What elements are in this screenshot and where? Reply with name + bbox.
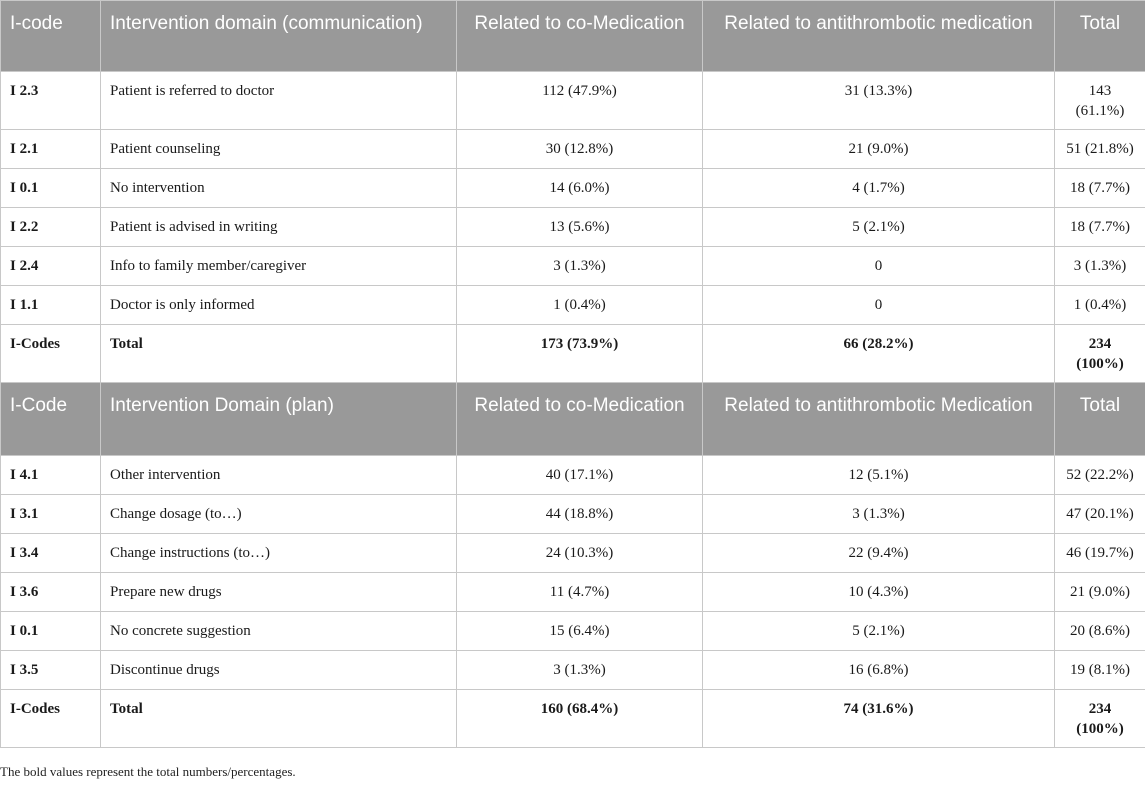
cell-domain: Discontinue drugs: [101, 651, 457, 690]
cell-code: I 0.1: [1, 612, 101, 651]
table-row: [1, 651, 1145, 690]
cell-antithrombotic: 22 (9.4%): [703, 534, 1055, 573]
table-row: [1, 169, 1145, 208]
cell-antithrombotic: 16 (6.8%): [703, 651, 1055, 690]
cell-total: 143 (61.1%): [1055, 72, 1145, 130]
cell-co-medication: 173 (73.9%): [457, 325, 703, 383]
cell-co-medication: 3 (1.3%): [457, 651, 703, 690]
cell-domain: Patient counseling: [101, 130, 457, 169]
cell-domain: No intervention: [101, 169, 457, 208]
table-row: [1, 534, 1145, 573]
table-row: [1, 456, 1145, 495]
header-icode: I-code: [1, 1, 101, 72]
cell-total: 46 (19.7%): [1055, 534, 1145, 573]
cell-domain: Patient is advised in writing: [101, 208, 457, 247]
header-total: Total: [1055, 1, 1145, 72]
table-row: [1, 286, 1145, 325]
cell-total: 3 (1.3%): [1055, 247, 1145, 286]
cell-co-medication: 3 (1.3%): [457, 247, 703, 286]
cell-antithrombotic: 21 (9.0%): [703, 130, 1055, 169]
cell-code: I 2.3: [1, 72, 101, 130]
total-row: [1, 325, 1145, 383]
header-row-plan: [1, 383, 1145, 456]
cell-co-medication: 13 (5.6%): [457, 208, 703, 247]
cell-domain: Change dosage (to…): [101, 495, 457, 534]
table-row: [1, 130, 1145, 169]
cell-co-medication: 24 (10.3%): [457, 534, 703, 573]
cell-total: 47 (20.1%): [1055, 495, 1145, 534]
table-row: [1, 612, 1145, 651]
header-co-medication: Related to co-Medication: [457, 383, 703, 456]
header-domain: Intervention Domain (plan): [101, 383, 457, 456]
table-row: [1, 208, 1145, 247]
cell-total: 51 (21.8%): [1055, 130, 1145, 169]
cell-total: 234 (100%): [1055, 325, 1145, 383]
cell-total: 18 (7.7%): [1055, 169, 1145, 208]
header-total: Total: [1055, 383, 1145, 456]
cell-total: 1 (0.4%): [1055, 286, 1145, 325]
cell-antithrombotic: 3 (1.3%): [703, 495, 1055, 534]
cell-domain: Other intervention: [101, 456, 457, 495]
cell-antithrombotic: 5 (2.1%): [703, 612, 1055, 651]
cell-domain: Prepare new drugs: [101, 573, 457, 612]
cell-code: I 3.4: [1, 534, 101, 573]
cell-code: I-Codes: [1, 325, 101, 383]
table-footnote: The bold values represent the total numbers/percentages.: [0, 764, 296, 779]
cell-code: I 3.1: [1, 495, 101, 534]
header-domain: Intervention domain (communication): [101, 1, 457, 72]
total-row: [1, 690, 1145, 748]
cell-total: 21 (9.0%): [1055, 573, 1145, 612]
cell-domain: Total: [101, 690, 457, 748]
cell-domain: Info to family member/caregiver: [101, 247, 457, 286]
header-antithrombotic: Related to antithrombotic Medication: [703, 383, 1055, 456]
cell-antithrombotic: 74 (31.6%): [703, 690, 1055, 748]
cell-domain: Patient is referred to doctor: [101, 72, 457, 130]
cell-co-medication: 15 (6.4%): [457, 612, 703, 651]
cell-total: 52 (22.2%): [1055, 456, 1145, 495]
cell-domain: No concrete suggestion: [101, 612, 457, 651]
cell-co-medication: 44 (18.8%): [457, 495, 703, 534]
cell-antithrombotic: 10 (4.3%): [703, 573, 1055, 612]
cell-co-medication: 14 (6.0%): [457, 169, 703, 208]
cell-antithrombotic: 4 (1.7%): [703, 169, 1055, 208]
cell-code: I 2.2: [1, 208, 101, 247]
table-row: [1, 72, 1145, 130]
cell-domain: Total: [101, 325, 457, 383]
cell-code: I 0.1: [1, 169, 101, 208]
cell-co-medication: 40 (17.1%): [457, 456, 703, 495]
cell-co-medication: 1 (0.4%): [457, 286, 703, 325]
cell-code: I 2.4: [1, 247, 101, 286]
cell-antithrombotic: 0: [703, 286, 1055, 325]
cell-code: I 2.1: [1, 130, 101, 169]
header-co-medication: Related to co-Medication: [457, 1, 703, 72]
cell-antithrombotic: 5 (2.1%): [703, 208, 1055, 247]
cell-code: I 1.1: [1, 286, 101, 325]
cell-code: I 4.1: [1, 456, 101, 495]
cell-code: I-Codes: [1, 690, 101, 748]
cell-antithrombotic: 31 (13.3%): [703, 72, 1055, 130]
cell-total: 18 (7.7%): [1055, 208, 1145, 247]
header-icode: I-Code: [1, 383, 101, 456]
cell-antithrombotic: 66 (28.2%): [703, 325, 1055, 383]
cell-total: 19 (8.1%): [1055, 651, 1145, 690]
table-row: [1, 495, 1145, 534]
cell-domain: Doctor is only informed: [101, 286, 457, 325]
cell-antithrombotic: 0: [703, 247, 1055, 286]
cell-total: 20 (8.6%): [1055, 612, 1145, 651]
cell-co-medication: 11 (4.7%): [457, 573, 703, 612]
header-antithrombotic: Related to antithrombotic medication: [703, 1, 1055, 72]
cell-co-medication: 112 (47.9%): [457, 72, 703, 130]
table-row: [1, 573, 1145, 612]
cell-co-medication: 30 (12.8%): [457, 130, 703, 169]
cell-total: 234 (100%): [1055, 690, 1145, 748]
cell-co-medication: 160 (68.4%): [457, 690, 703, 748]
table-row: [1, 247, 1145, 286]
cell-antithrombotic: 12 (5.1%): [703, 456, 1055, 495]
cell-code: I 3.5: [1, 651, 101, 690]
cell-code: I 3.6: [1, 573, 101, 612]
header-row-communication: [1, 1, 1145, 72]
cell-domain: Change instructions (to…): [101, 534, 457, 573]
